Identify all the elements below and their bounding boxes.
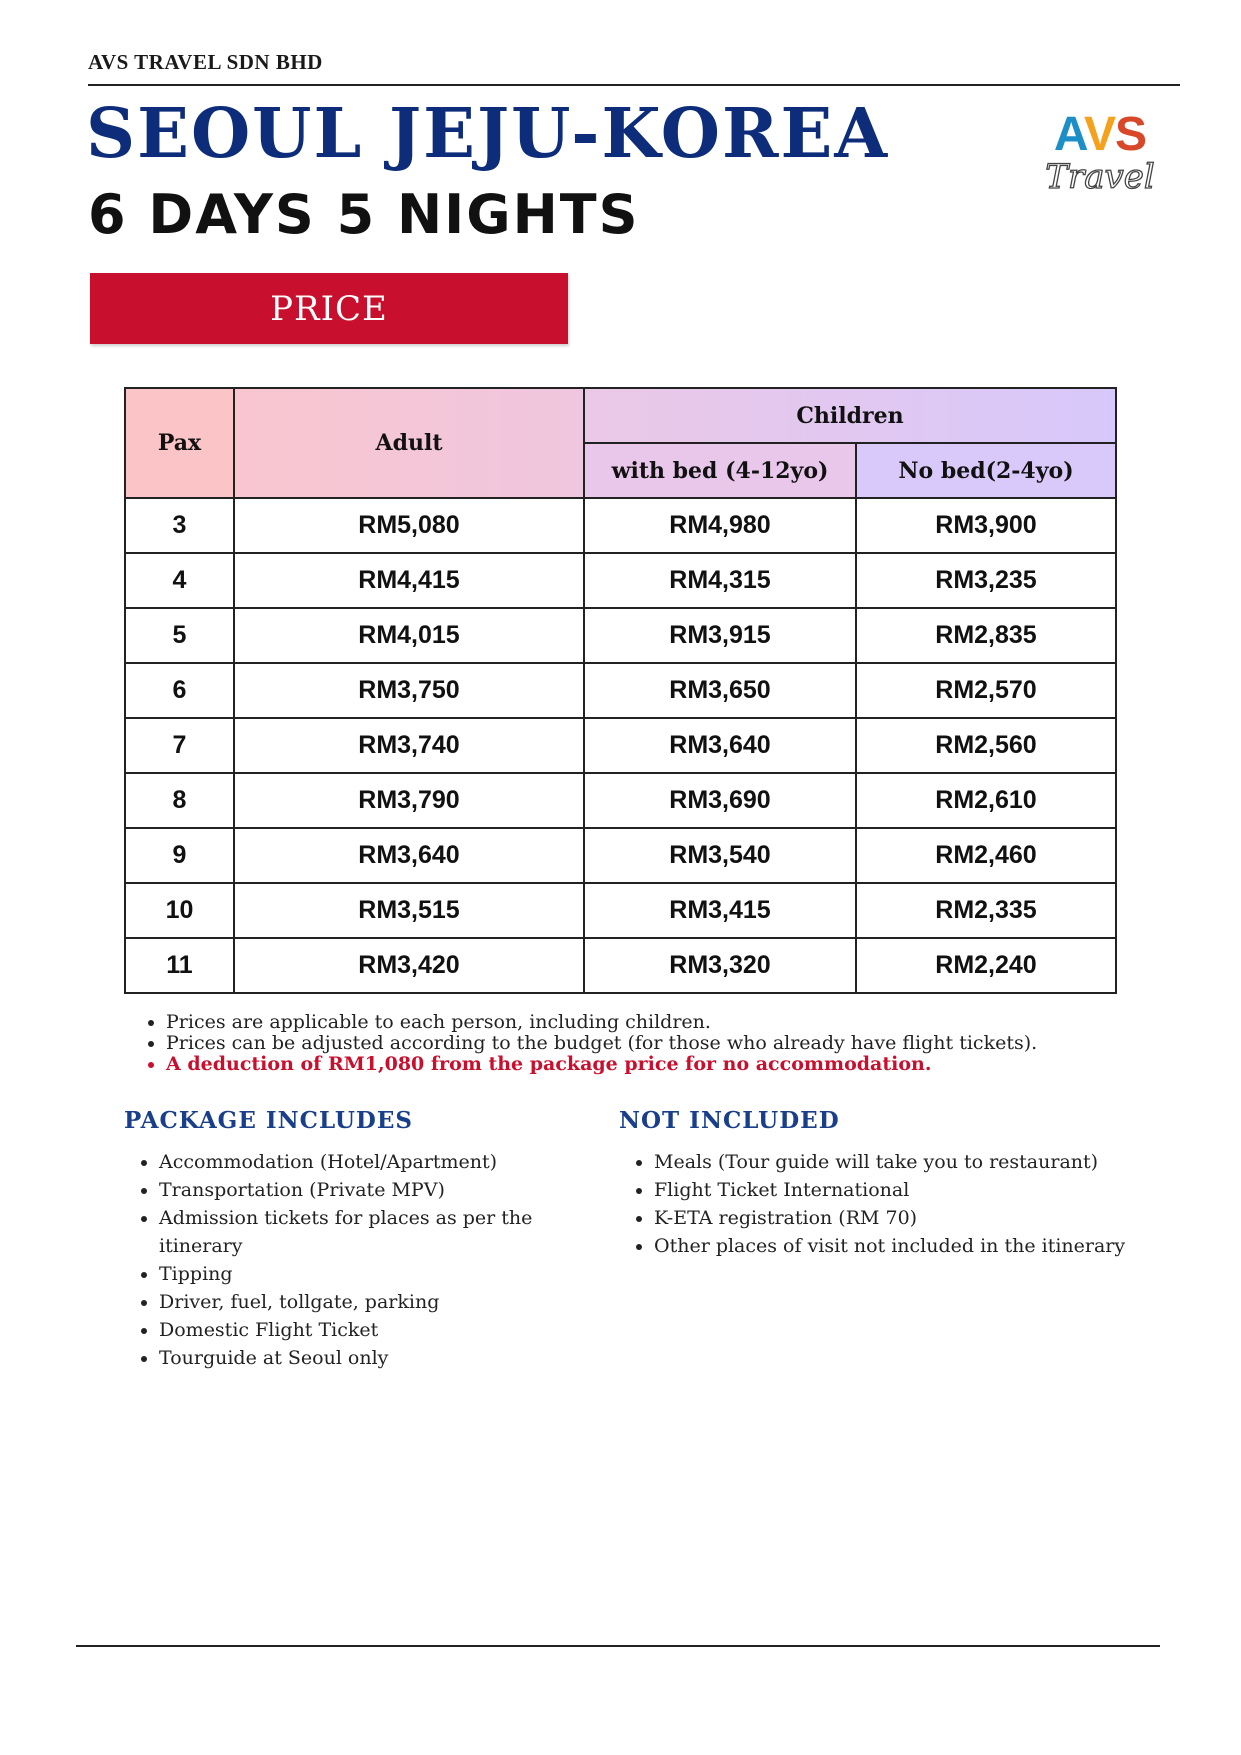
- list-item: • Accommodation (Hotel/Apartment): [159, 1148, 589, 1176]
- adult-price-cell: RM3,790: [234, 773, 584, 828]
- list-item: • Domestic Flight Ticket: [159, 1316, 589, 1344]
- page-title: SEOUL JEJU-KOREA: [86, 94, 890, 174]
- no-bed-price-cell: RM3,235: [856, 553, 1116, 608]
- pax-cell: 4: [125, 553, 234, 608]
- table-row: [125, 498, 1116, 553]
- adult-price-cell: RM4,015: [234, 608, 584, 663]
- no-bed-price-cell: RM2,560: [856, 718, 1116, 773]
- list-item: • Flight Ticket International: [654, 1176, 1174, 1204]
- list-item: • Tourguide at Seoul only: [159, 1344, 589, 1372]
- list-item: • K-ETA registration (RM 70): [654, 1204, 1174, 1232]
- with-bed-price-cell: RM3,690: [584, 773, 856, 828]
- pax-cell: 11: [125, 938, 234, 993]
- package-includes-list: [125, 1148, 589, 1372]
- logo-letter-v: V: [1084, 108, 1116, 161]
- package-includes-heading: PACKAGE INCLUDES: [124, 1107, 414, 1134]
- pax-cell: 9: [125, 828, 234, 883]
- not-included-heading: NOT INCLUDED: [619, 1107, 840, 1134]
- pax-cell: 7: [125, 718, 234, 773]
- company-name: AVS TRAVEL SDN BHD: [88, 50, 323, 74]
- with-bed-price-cell: RM3,320: [584, 938, 856, 993]
- pax-cell: 5: [125, 608, 234, 663]
- adult-price-cell: RM3,420: [234, 938, 584, 993]
- adult-price-cell: RM3,515: [234, 883, 584, 938]
- header-no-bed: No bed(2-4yo): [856, 443, 1116, 498]
- list-item: • Admission tickets for places as per the itinerary: [159, 1204, 589, 1260]
- table-row: [125, 608, 1116, 663]
- no-bed-price-cell: RM2,335: [856, 883, 1116, 938]
- list-item: • Other places of visit not included in the itinerary: [654, 1232, 1174, 1260]
- pax-cell: 10: [125, 883, 234, 938]
- table-row: [125, 553, 1116, 608]
- list-item: • Meals (Tour guide will take you to restaurant): [654, 1148, 1174, 1176]
- table-row: [125, 663, 1116, 718]
- no-bed-price-cell: RM2,610: [856, 773, 1116, 828]
- no-bed-price-cell: RM2,240: [856, 938, 1116, 993]
- adult-price-cell: RM4,415: [234, 553, 584, 608]
- price-banner: PRICE: [90, 273, 568, 344]
- price-table: [124, 387, 1117, 994]
- svg-text:AVS: [1054, 108, 1146, 161]
- pax-cell: 6: [125, 663, 234, 718]
- note-item: • Prices are applicable to each person, including children.: [166, 1012, 1037, 1033]
- pax-cell: 8: [125, 773, 234, 828]
- note-item: • Prices can be adjusted according to the budget (for those who already have flight tickets).: [166, 1033, 1037, 1054]
- no-bed-price-cell: RM2,460: [856, 828, 1116, 883]
- note-item-highlight: • A deduction of RM1,080 from the package price for no accommodation.: [166, 1054, 1037, 1075]
- footer-divider: [76, 1645, 1160, 1647]
- with-bed-price-cell: RM3,915: [584, 608, 856, 663]
- not-included-list: [620, 1148, 1174, 1260]
- header-pax: Pax: [125, 388, 234, 498]
- table-row: [125, 773, 1116, 828]
- header-adult: Adult: [234, 388, 584, 498]
- logo-letter-s: S: [1115, 108, 1147, 161]
- header-divider: [88, 84, 1180, 86]
- header-children: Children: [584, 388, 1116, 443]
- list-item: • Tipping: [159, 1260, 589, 1288]
- with-bed-price-cell: RM4,980: [584, 498, 856, 553]
- no-bed-price-cell: RM2,835: [856, 608, 1116, 663]
- table-row: [125, 883, 1116, 938]
- list-item: • Driver, fuel, tollgate, parking: [159, 1288, 589, 1316]
- with-bed-price-cell: RM3,415: [584, 883, 856, 938]
- price-notes: [146, 1012, 1037, 1075]
- page-subtitle: 6 DAYS 5 NIGHTS: [88, 183, 640, 246]
- avs-travel-logo: [1030, 108, 1170, 198]
- logo-script-text: Travel: [1045, 157, 1155, 197]
- no-bed-price-cell: RM2,570: [856, 663, 1116, 718]
- table-row: [125, 938, 1116, 993]
- pax-cell: 3: [125, 498, 234, 553]
- logo-letter-a: A: [1053, 108, 1085, 161]
- adult-price-cell: RM3,640: [234, 828, 584, 883]
- with-bed-price-cell: RM3,540: [584, 828, 856, 883]
- list-item: • Transportation (Private MPV): [159, 1176, 589, 1204]
- adult-price-cell: RM3,750: [234, 663, 584, 718]
- header-with-bed: with bed (4-12yo): [584, 443, 856, 498]
- table-row: [125, 828, 1116, 883]
- with-bed-price-cell: RM3,640: [584, 718, 856, 773]
- with-bed-price-cell: RM3,650: [584, 663, 856, 718]
- with-bed-price-cell: RM4,315: [584, 553, 856, 608]
- adult-price-cell: RM5,080: [234, 498, 584, 553]
- no-bed-price-cell: RM3,900: [856, 498, 1116, 553]
- table-row: [125, 718, 1116, 773]
- adult-price-cell: RM3,740: [234, 718, 584, 773]
